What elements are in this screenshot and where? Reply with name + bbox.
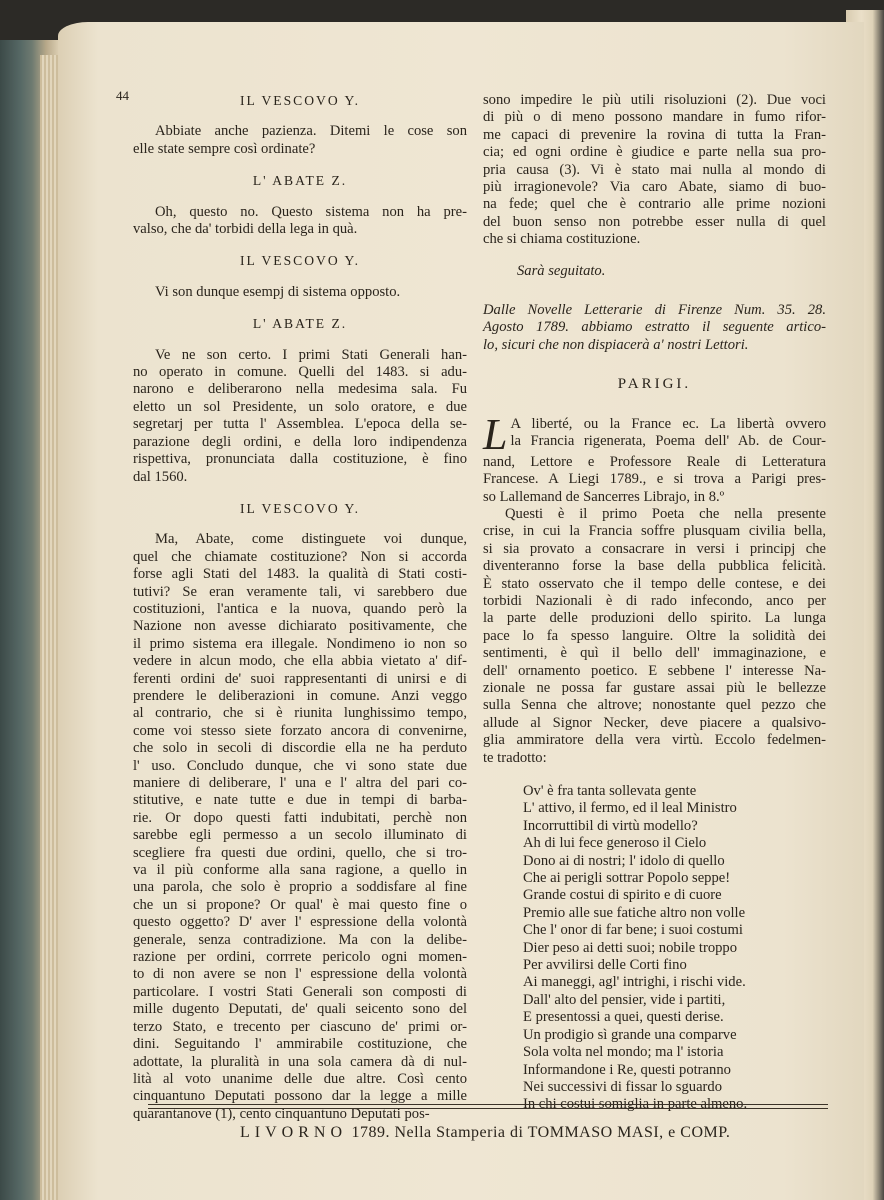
dialogue-paragraph <box>133 531 467 1123</box>
verse-line: Per avvilirsi delle Corti fino <box>523 957 687 974</box>
continued-dialogue <box>483 92 826 249</box>
text-line: tutivi? Se eran veramente tali, vi sarebbero due <box>133 583 467 600</box>
article <box>483 409 826 767</box>
text-line: del buon senso non potrebbe esser nulla di quel <box>483 213 826 230</box>
source-note <box>483 302 826 354</box>
text-line: forse agli Stati del 1483. la qualità di Stati costi- <box>133 566 467 583</box>
verse-line: Dono ai di nostri; l' idolo di quello <box>523 852 725 869</box>
verse-line: Sola volta nel mondo; ma l' istoria <box>523 1044 724 1061</box>
text-line: l' uso. Concludo dunque, che vi sono state due <box>133 757 467 774</box>
text-line: prendere le deliberazioni in comune. Anzi veggo <box>133 687 467 704</box>
text-line: maniere di deliberare, l' una e l' altra del pari co- <box>133 775 467 791</box>
text-line: rispettiva, pronunciata dalla costituzione, è fino <box>133 451 467 468</box>
text-line: dal 1560. <box>133 468 188 485</box>
article-line: A liberté, ou la France ec. La libertà ovvero <box>510 415 826 432</box>
imprint-city: LIVORNO <box>240 1124 347 1141</box>
text-line: eletto un sol Presidente, un solo oratore, e due <box>133 398 467 415</box>
text-line: scegliere fra questi due ordini, quello, che si tro- <box>133 844 467 861</box>
article-line: sentimenti, è quì il bello dell' immaginazione, e <box>483 645 826 662</box>
text-line: sarebbe egli permesso a un secolo illuminato di <box>133 827 467 844</box>
text-line: no operato in comune. Quelli del 1483. si adu- <box>133 364 467 381</box>
verse-line: Nei successivi di fissar lo sguardo <box>523 1078 723 1095</box>
article-line: so Lallemand de Sancerres Librajo, in 8.º <box>483 488 725 505</box>
text-line: elle state sempre così ordinate? <box>133 140 316 157</box>
text-line: cia; ed ogni ordine è giudice e parte nella sua pro- <box>483 144 826 161</box>
text-line: quarantanove (1), cento cinquantuno Deputati pos- <box>133 1105 430 1122</box>
article-first-lines <box>483 416 826 451</box>
imprint-footer <box>240 1124 800 1141</box>
dialogue-paragraph <box>133 204 467 239</box>
verse-line: Informandone i Re, questi potranno <box>523 1061 731 1078</box>
text-line: che si chiama costituzione. <box>483 231 641 248</box>
text-line: rie. Or dopo questi fatti indubitati, perchè non <box>133 809 467 826</box>
text-line: Abbiate anche pazienza. Ditemi le cose son <box>155 123 467 140</box>
text-line: lità al voto unanime delle due altre. Così cento <box>133 1070 467 1087</box>
verse-line: Dier peso ai detti suoi; nobile troppo <box>523 939 738 956</box>
verse-line: Ah di lui fece generoso il Cielo <box>523 835 707 852</box>
verse-line: Grande costui di spirito e di cuore <box>523 887 722 904</box>
article-line: diventeranno forse la base della pubblica felicità. <box>483 558 826 575</box>
text-line: dini. Seguitando l' ammirabile costituzione, che <box>133 1036 467 1053</box>
speaker-heading: IL VESCOVO Y. <box>239 253 361 269</box>
article-line: te tradotto: <box>483 749 547 766</box>
verse-line: In chi costui somiglia in parte almeno. <box>523 1096 748 1113</box>
text-line: adottate, la pluralità in una sola camera dà di nul- <box>133 1053 467 1070</box>
text-line: vedere in alcun modo, che ella abbia vietato a' dif- <box>133 653 467 670</box>
source-line: Agosto 1789. abbiamo estratto il seguente artico- <box>483 319 826 336</box>
verse-line: Ai maneggi, agl' intrighi, i rischi vide. <box>523 974 746 991</box>
source-line: lo, sicuri che non dispiacerà a' nostri Lettori. <box>483 336 749 353</box>
drop-cap: L <box>483 409 508 459</box>
text-line: quel che chiamate costituzione? Non si accorda <box>133 548 467 565</box>
right-column <box>483 92 826 1114</box>
text-line: che un si propone? Or qual' è mai questo fine o <box>133 896 467 913</box>
poem-translation <box>483 783 826 1114</box>
imprint-text: 1789. Nella Stamperia di TOMMASO MASI, e COMP. <box>351 1124 731 1141</box>
text-line: Oh, questo no. Questo sistema non ha pre- <box>155 203 467 220</box>
verse-line: Incorruttibil di virtù modello? <box>523 817 698 834</box>
text-line: pria causa (3). Vi è stato mai nulla al mondo di <box>483 161 826 178</box>
article-line: glia ammiratore della vera virtù. Eccolo fedelmen- <box>483 732 826 749</box>
text-line: che solo in secoli di discordie ella ne ha perduto <box>133 740 467 757</box>
article-body <box>483 454 826 767</box>
text-line: sono impedire le più utili risoluzioni (2). Due voci <box>483 92 826 108</box>
article-line: Questi è il primo Poeta che nella presente <box>505 505 826 522</box>
text-line: ferenti ordini de' suoi rappresentanti di unirsi e di <box>133 670 467 687</box>
text-line: questo oggetto? D' aver l' espressione della volontà <box>133 914 467 931</box>
verse-line: Che ai perigli sottrar Popolo seppe! <box>523 870 731 887</box>
text-line: me capaci di prevenire la rovina di tutta la Fran- <box>483 126 826 143</box>
verse-line: Che l' onor di far bene; i suoi costumi <box>523 922 743 939</box>
speaker-heading: L' ABATE Z. <box>252 316 348 332</box>
text-line: come voi stesso siete forzato ancora di convenirne, <box>133 722 467 739</box>
section-title: PARIGI. <box>617 376 692 393</box>
text-line: Vi son dunque esempj di sistema opposto. <box>155 283 401 300</box>
article-line: sulla Senna che altrove; nonostante quel pezzo che <box>483 697 826 714</box>
text-line: valso, che da' torbidi della lega in quà. <box>133 221 358 238</box>
text-line: stitutive, e nate tutte e due in tempi di barba- <box>133 792 467 809</box>
text-line: terzo Stato, e trecento per ciascuno de' primi or- <box>133 1018 467 1035</box>
verse-line: L' attivo, il fermo, ed il leal Ministro <box>523 800 737 817</box>
text-line: costituzioni, l'antica e la nuova, quando però la <box>133 600 467 617</box>
speaker-heading: IL VESCOVO Y. <box>239 500 361 516</box>
verse-line: Ov' è fra tanta sollevata gente <box>523 783 697 799</box>
verse-line: Un prodigio sì grande una comparve <box>523 1026 737 1043</box>
text-line: particolare. I vostri Stati Generali son composti di <box>133 983 467 1000</box>
article-line: dell' ornamento poetico. E sebbene l' interesse Na- <box>483 662 826 679</box>
article-line: si sia provato a consacrare in versi i principj che <box>483 540 826 557</box>
page-number: 44 <box>116 88 129 103</box>
dialogue-paragraph <box>133 347 467 486</box>
article-line: torbidi Nazionali è di rado infecondo, anco per <box>483 592 826 609</box>
footer-rule-bottom <box>148 1108 828 1109</box>
text-line: na fede; quel che è contrario alle prime nozioni <box>483 196 826 213</box>
article-line: pace lo fa spesso languire. Oltre la solidità dei <box>483 627 826 644</box>
article-line: crise, in cui la Francia soffre plusquam civilia bella, <box>483 523 826 540</box>
text-line: segretarj per tutta l' Assemblea. L'epoca della se- <box>133 416 467 433</box>
text-line: to di non avere se non l' espressione della volontà <box>133 966 467 983</box>
footer-rule-top <box>148 1104 828 1105</box>
text-line: il primo sistema era illegale. Nondimeno io non so <box>133 635 467 652</box>
source-line: Dalle Novelle Letterarie di Firenze Num. 35. 28. <box>483 302 826 319</box>
text-line: mille dugento Deputati, de' quali seicento sono del <box>133 1001 467 1018</box>
to-be-continued: Sarà seguitato. <box>517 262 606 279</box>
text-line: narono e deliberarono nella medesima sala. Fu <box>133 381 467 398</box>
text-line: Ma, Abate, come distinguete voi dunque, <box>155 531 467 548</box>
verse-line: Premio alle sue fatiche altro non volle <box>523 904 746 921</box>
text-line: va il più conforme alla sana ragione, a quello in <box>133 862 467 879</box>
article-line: allude al Signor Necker, deve piacere a qualsivo- <box>483 714 826 731</box>
speaker-heading: IL VESCOVO Y. <box>239 93 361 108</box>
text-line: Ve ne son certo. I primi Stati Generali han- <box>155 346 467 363</box>
article-line: nand, Lettore e Professore Reale di Letteratura <box>483 453 826 470</box>
article-line: È stato osservato che il tempo delle contese, e dei <box>483 575 826 592</box>
text-line: cinquantuno Deputati possono dar la legge a mille <box>133 1088 467 1105</box>
article-line: Francese. A Liegi 1789., e si trova a Parigi pres- <box>483 471 826 488</box>
speaker-heading: L' ABATE Z. <box>252 173 348 189</box>
text-line: razione per ordini, corrrete pericolo ogni momen- <box>133 949 467 966</box>
text-line: Nazione non avesse dichiarato positivamente, che <box>133 618 467 635</box>
text-line: parazione degli ordini, e della loro indipendenza <box>133 433 467 450</box>
article-line: zionale ne possa far gustare assai più le bellezze <box>483 679 826 696</box>
article-line: la Francia rigenerata, Poema dell' Ab. de Cour- <box>510 433 826 450</box>
text-line: una parola, che solo è proprio a soddisfare al fine <box>133 879 467 896</box>
verse-line: Dall' alto del pensier, vide i partiti, <box>523 991 726 1008</box>
verse-line: E presentossi a quei, questi derise. <box>523 1009 724 1026</box>
text-line: di più o di meno possono mandare in fumo rifor- <box>483 109 826 126</box>
left-column <box>133 92 467 1123</box>
text-line: più irragionevole? Via caro Abate, siamo di buo- <box>483 179 826 196</box>
article-line: la parte delle produzioni dello spirito. La lunga <box>483 610 826 627</box>
text-line: al contrario, che si è riunita lunghissimo tempo, <box>133 705 467 722</box>
text-line: generale, senza contradizione. Ma con la delibe- <box>133 931 467 948</box>
dialogue-paragraph <box>133 284 467 301</box>
dialogue-paragraph <box>133 123 467 158</box>
